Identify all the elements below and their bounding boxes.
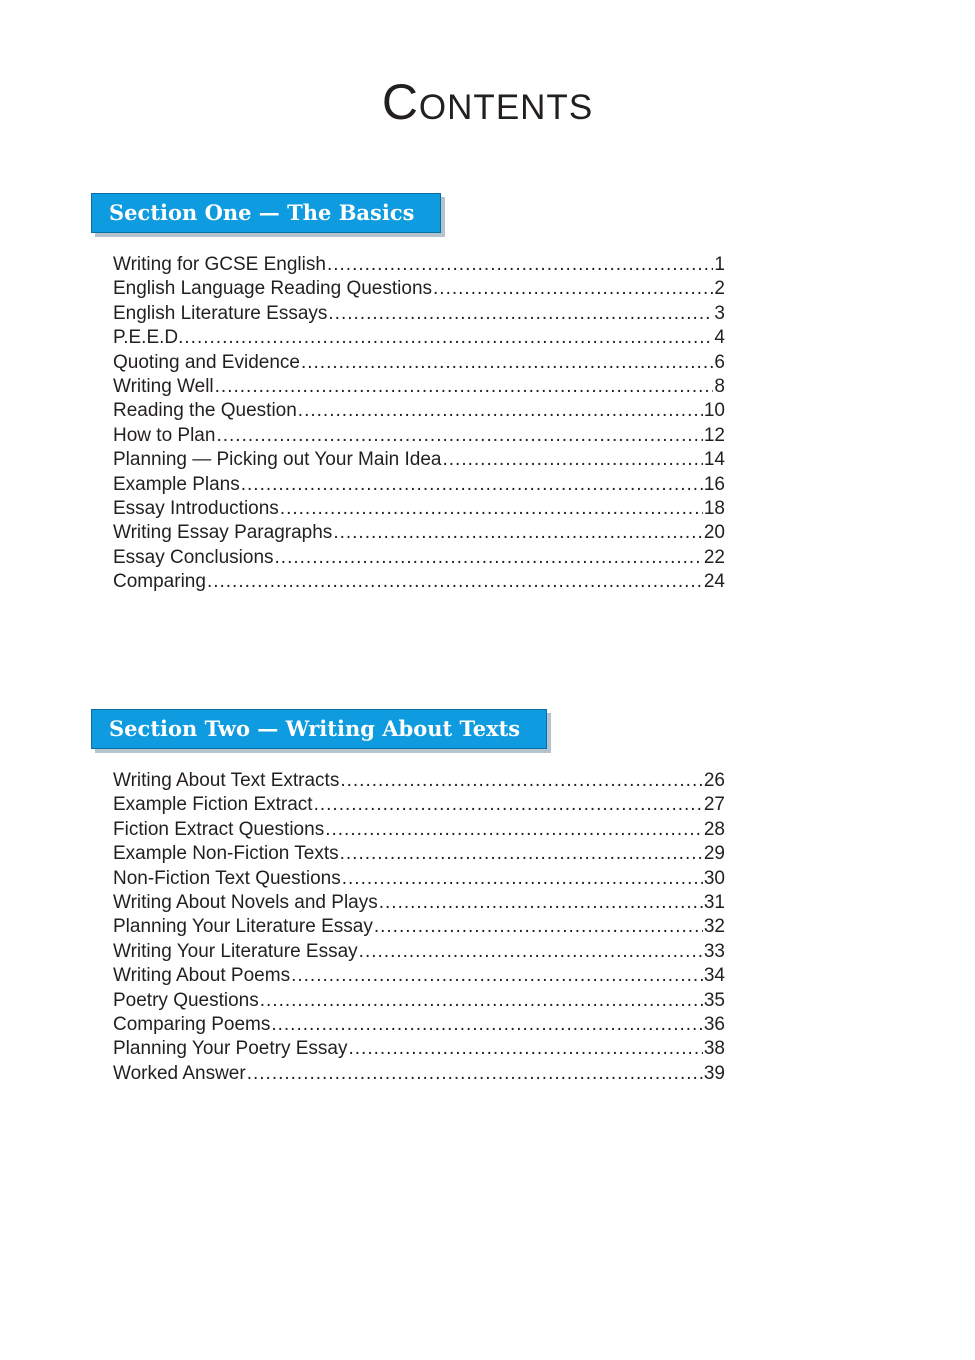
toc-dot-leader <box>184 326 713 350</box>
toc-entry-title: Writing Your Literature Essay <box>113 940 358 962</box>
toc-entry-title: Example Plans <box>113 473 240 495</box>
toc-entry-title: Planning Your Literature Essay <box>113 916 373 938</box>
toc-dot-leader <box>340 769 703 793</box>
toc-entry-page-number: 31 <box>703 891 725 913</box>
toc-entry <box>113 1037 725 1061</box>
toc-entry-page-number: 6 <box>714 351 725 373</box>
toc-dot-leader <box>241 473 703 497</box>
toc-entry <box>113 399 725 423</box>
toc-dot-leader <box>280 497 703 521</box>
toc-entry <box>113 424 725 448</box>
toc-dot-leader <box>298 399 703 423</box>
toc-dot-leader <box>325 818 703 842</box>
toc-entry <box>113 302 725 326</box>
toc-dot-leader <box>207 570 703 594</box>
toc-entry-page-number: 29 <box>703 843 725 865</box>
toc-entry <box>113 546 725 570</box>
toc-entry-page-number: 35 <box>703 989 725 1011</box>
toc-entry <box>113 891 725 915</box>
toc-dot-leader <box>291 964 703 988</box>
toc-entry <box>113 793 725 817</box>
toc-dot-leader <box>328 302 713 326</box>
toc-entry-page-number: 12 <box>703 424 725 446</box>
toc-dot-leader <box>327 253 713 277</box>
toc-entry-page-number: 36 <box>703 1013 725 1035</box>
section-one-header: Section One — The Basics <box>91 193 441 233</box>
toc-entry-title: Poetry Questions <box>113 989 259 1011</box>
toc-entry-title: Comparing Poems <box>113 1013 271 1035</box>
section-one-toc-list <box>113 253 725 594</box>
toc-dot-leader <box>215 375 714 399</box>
toc-entry-title: Essay Introductions <box>113 497 279 519</box>
toc-dot-leader <box>433 277 713 301</box>
toc-dot-leader <box>275 546 703 570</box>
toc-dot-leader <box>333 521 703 545</box>
toc-entry-page-number: 16 <box>703 473 725 495</box>
toc-dot-leader <box>216 424 702 448</box>
toc-entry-title: Essay Conclusions <box>113 546 274 568</box>
toc-dot-leader <box>314 793 703 817</box>
toc-entry <box>113 448 725 472</box>
toc-entry-page-number: 4 <box>714 327 725 349</box>
toc-entry-page-number: 39 <box>703 1062 725 1084</box>
toc-dot-leader <box>301 351 713 375</box>
page-title: Contents <box>381 74 594 130</box>
toc-entry <box>113 818 725 842</box>
toc-entry-title: Writing About Poems <box>113 965 291 987</box>
toc-entry-page-number: 22 <box>703 546 725 568</box>
toc-entry-page-number: 26 <box>703 770 725 791</box>
toc-entry-title: Planning Your Poetry Essay <box>113 1038 348 1060</box>
section-two-toc-list <box>113 769 725 1086</box>
toc-entry <box>113 915 725 939</box>
toc-entry <box>113 842 725 866</box>
toc-entry-page-number: 38 <box>703 1038 725 1060</box>
toc-entry-page-number: 30 <box>703 867 725 889</box>
toc-entry <box>113 473 725 497</box>
toc-entry-page-number: 2 <box>714 278 725 300</box>
toc-entry-title: Non-Fiction Text Questions <box>113 867 341 889</box>
toc-entry-title: Example Fiction Extract <box>113 794 313 816</box>
toc-entry-title: English Language Reading Questions <box>113 278 433 300</box>
toc-entry <box>113 570 725 594</box>
toc-entry-title: Fiction Extract Questions <box>113 818 325 840</box>
toc-entry-page-number: 32 <box>703 916 725 938</box>
toc-entry-page-number: 10 <box>703 400 725 422</box>
toc-entry-title: Planning — Picking out Your Main Idea <box>113 449 442 471</box>
toc-entry-title: Writing About Novels and Plays <box>113 891 378 913</box>
toc-entry-page-number: 3 <box>714 302 725 324</box>
toc-dot-leader <box>349 1037 703 1061</box>
toc-entry-title: English Literature Essays <box>113 302 328 324</box>
toc-dot-leader <box>271 1013 703 1037</box>
toc-entry-title: Worked Answer <box>113 1062 246 1084</box>
toc-entry-title: Writing for GCSE English <box>113 254 326 275</box>
toc-entry-page-number: 27 <box>703 794 725 816</box>
toc-dot-leader <box>374 915 703 939</box>
toc-entry-title: Comparing <box>113 571 206 593</box>
toc-entry-title: Example Non-Fiction Texts <box>113 843 339 865</box>
toc-entry-title: P.E.E.D. <box>113 327 184 349</box>
toc-entry-page-number: 28 <box>703 818 725 840</box>
toc-entry-page-number: 1 <box>714 254 725 275</box>
toc-entry-title: How to Plan <box>113 424 216 446</box>
toc-dot-leader <box>260 989 703 1013</box>
toc-entry <box>113 326 725 350</box>
toc-entry <box>113 497 725 521</box>
toc-entry <box>113 989 725 1013</box>
toc-entry <box>113 277 725 301</box>
toc-entry-title: Quoting and Evidence <box>113 351 300 373</box>
toc-entry <box>113 253 725 277</box>
toc-entry-title: Reading the Question <box>113 400 297 422</box>
toc-entry <box>113 867 725 891</box>
toc-entry <box>113 521 725 545</box>
toc-dot-leader <box>379 891 703 915</box>
toc-entry <box>113 375 725 399</box>
toc-dot-leader <box>340 842 703 866</box>
toc-dot-leader <box>443 448 703 472</box>
toc-entry <box>113 964 725 988</box>
toc-entry <box>113 940 725 964</box>
toc-entry-page-number: 34 <box>703 965 725 987</box>
toc-entry <box>113 1062 725 1086</box>
toc-entry-page-number: 8 <box>714 375 725 397</box>
toc-entry-page-number: 18 <box>703 497 725 519</box>
section-two-header: Section Two — Writing About Texts <box>91 709 547 749</box>
toc-entry-page-number: 33 <box>703 940 725 962</box>
toc-entry-title: Writing Essay Paragraphs <box>113 522 333 544</box>
toc-entry-title: Writing About Text Extracts <box>113 770 340 791</box>
toc-entry-page-number: 14 <box>703 449 725 471</box>
toc-dot-leader <box>359 940 703 964</box>
toc-entry-page-number: 24 <box>703 571 725 593</box>
toc-entry <box>113 1013 725 1037</box>
toc-entry <box>113 351 725 375</box>
toc-entry-title: Writing Well <box>113 375 214 397</box>
toc-dot-leader <box>342 867 703 891</box>
toc-entry <box>113 769 725 793</box>
toc-dot-leader <box>247 1062 703 1086</box>
toc-entry-page-number: 20 <box>703 522 725 544</box>
